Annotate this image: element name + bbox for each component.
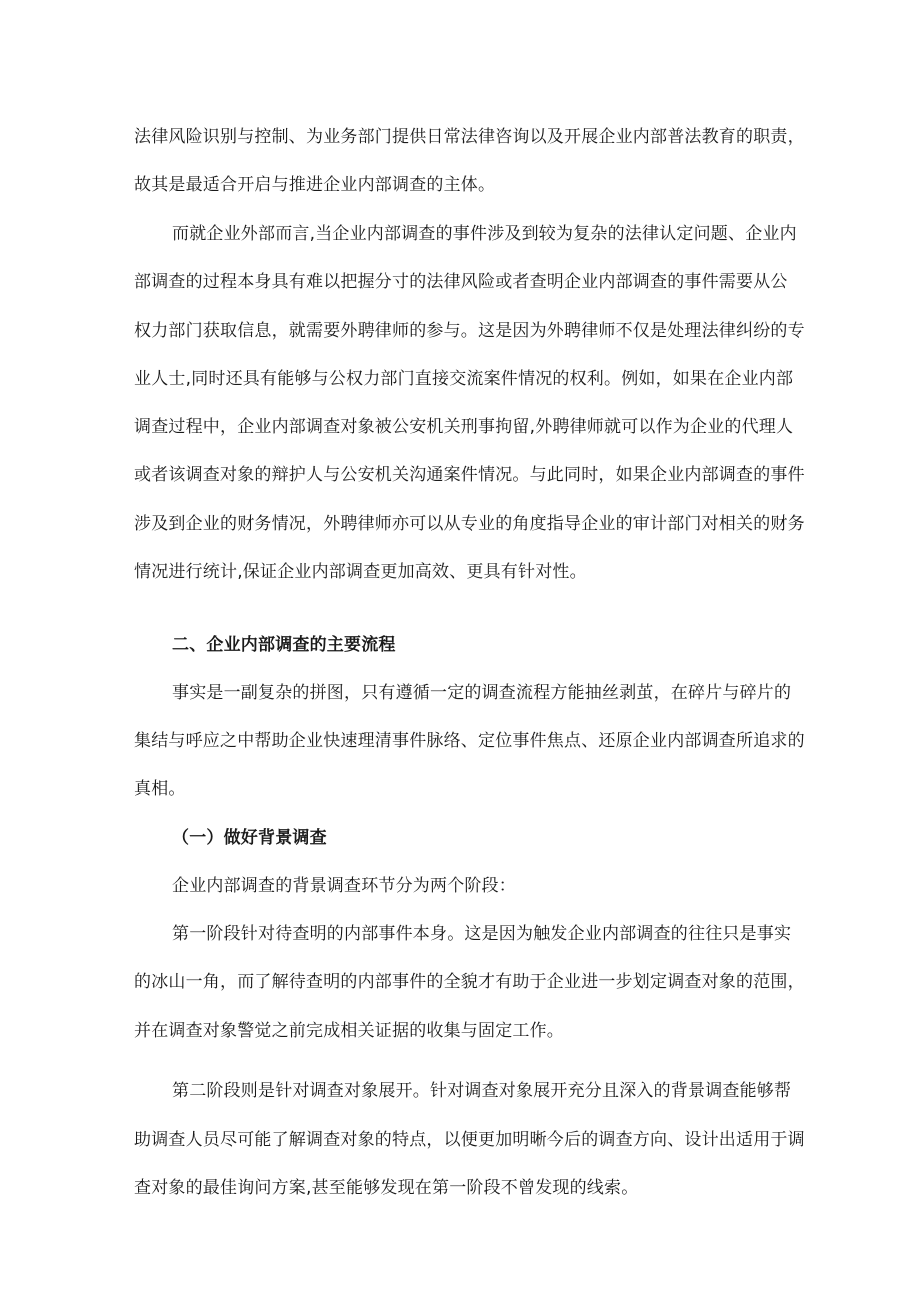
paragraph-line: 第二阶段则是针对调查对象展开。针对调查对象展开充分且深入的背景调查能够帮 bbox=[172, 1081, 792, 1101]
paragraph-line: 企业内部调查的背景调查环节分为两个阶段： bbox=[172, 876, 516, 896]
paragraph-line: 部调查的过程本身具有难以把握分寸的法律风险或者查明企业内部调查的事件需要从公 bbox=[134, 272, 788, 292]
paragraph-line: 查对象的最佳询问方案,甚至能够发现在第一阶段不曾发现的线索。 bbox=[134, 1178, 639, 1198]
section-heading: 二、企业内部调查的主要流程 bbox=[172, 635, 396, 655]
subsection-heading: （一）做好背景调查 bbox=[172, 828, 327, 848]
paragraph-line: 第一阶段针对待查明的内部事件本身。这是因为触发企业内部调查的往往只是事实 bbox=[172, 924, 792, 944]
paragraph-line: 事实是一副复杂的拼图，只有遵循一定的调查流程方能抽丝剥茧，在碎片与碎片的 bbox=[172, 683, 792, 703]
paragraph-line: 并在调查对象警觉之前完成相关证据的收集与固定工作。 bbox=[134, 1021, 564, 1041]
paragraph-line: 涉及到企业的财务情况，外聘律师亦可以从专业的角度指导企业的审计部门对相关的财务 bbox=[134, 514, 805, 534]
paragraph-line: 业人士,同时还具有能够与公权力部门直接交流案件情况的权利。例如，如果在企业内部 bbox=[134, 369, 794, 389]
paragraph-line: 真相。 bbox=[134, 779, 186, 799]
paragraph-line: 权力部门获取信息，就需要外聘律师的参与。这是因为外聘律师不仅是处理法律纠纷的专 bbox=[134, 321, 805, 341]
paragraph-line: 而就企业外部而言,当企业内部调查的事件涉及到较为复杂的法律认定问题、企业内 bbox=[172, 224, 797, 244]
paragraph-line: 故其是最适合开启与推进企业内部调查的主体。 bbox=[134, 175, 496, 195]
paragraph-line: 或者该调查对象的辩护人与公安机关沟通案件情况。与此同时，如果企业内部调查的事件 bbox=[134, 465, 805, 485]
paragraph-line: 的冰山一角，而了解待查明的内部事件的全貌才有助于企业进一步划定调查对象的范围， bbox=[134, 972, 805, 992]
paragraph-line: 集结与呼应之中帮助企业快速理清事件脉络、定位事件焦点、还原企业内部调查所追求的 bbox=[134, 731, 805, 751]
paragraph-line: 调查过程中，企业内部调查对象被公安机关刑事拘留,外聘律师就可以作为企业的代理人 bbox=[134, 417, 794, 437]
paragraph-line: 助调查人员尽可能了解调查对象的特点，以便更加明晰今后的调查方向、设计出适用于调 bbox=[134, 1130, 805, 1150]
paragraph-line: 法律风险识别与控制、为业务部门提供日常法律咨询以及开展企业内部普法教育的职责， bbox=[134, 127, 805, 147]
paragraph-line: 情况进行统计,保证企业内部调查更加高效、更具有针对性。 bbox=[134, 562, 587, 582]
